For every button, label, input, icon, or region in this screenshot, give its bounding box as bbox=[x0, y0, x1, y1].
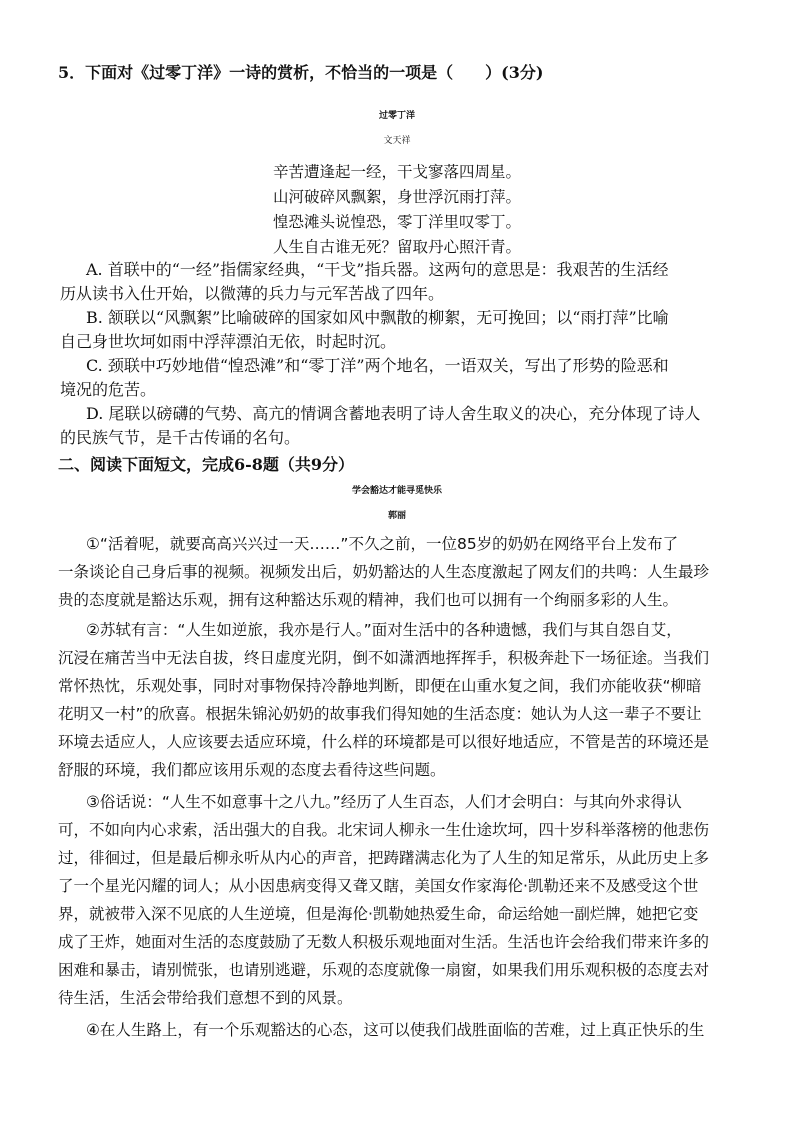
section-2-heading: 二、阅读下面短文，完成6-8题（共9分） bbox=[58, 455, 355, 474]
paragraph-1-line: 贵的态度就是豁达乐观，拥有这种豁达乐观的精神，我们也可以拥有一个绚丽多彩的人生。 bbox=[58, 591, 679, 609]
paragraph-2-line: 花明又一村”的欣喜。根据朱锦沁奶奶的故事我们得知她的生活态度：她认为人这一辈子不要让 bbox=[58, 705, 702, 723]
poem-line: 辛苦遭逢起一经，干戈寥落四周星。 bbox=[272, 163, 521, 181]
paragraph-3-line: 了一个星光闪耀的词人；从小因患病变得又聋又瞎，美国女作家海伦·凯勒还来不及感受这个世 bbox=[58, 877, 699, 895]
article-author: 郭丽 bbox=[387, 511, 406, 521]
option-d-line-1: D. 尾联以磅礴的气势、高亢的情调含蓄地表明了诗人舍生取义的决心，充分体现了诗人 bbox=[86, 404, 701, 423]
poem-line: 人生自古谁无死？留取丹心照汗青。 bbox=[272, 238, 521, 256]
poem-line: 惶恐滩头说惶恐，零丁洋里叹零丁。 bbox=[272, 213, 521, 231]
paragraph-3-line: ③俗话说：“人生不如意事十之八九。”经历了人生百态，人们才会明白：与其向外求得认 bbox=[86, 793, 682, 811]
paragraph-3-line: 成了王炸，她面对生活的态度鼓励了无数人积极乐观地面对生活。生活也许会给我们带来许多的 bbox=[58, 933, 710, 951]
paragraph-2-line: ②苏轼有言：“人生如逆旅，我亦是行人。”面对生活中的各种遗憾，我们与其自怨自艾， bbox=[86, 621, 682, 639]
option-d-line-2: 的民族气节，是千古传诵的名句。 bbox=[60, 428, 301, 447]
paragraph-1-line: 一条谈论自己身后事的视频。视频发出后，奶奶豁达的人生态度激起了网友们的共鸣：人生最珍 bbox=[58, 563, 710, 581]
option-b-line-2: 自己身世坎坷如雨中浮萍漂泊无依，时起时沉。 bbox=[60, 332, 397, 351]
poem-title: 过零丁洋 bbox=[378, 111, 415, 121]
option-c-line-1: C. 颈联中巧妙地借“惶恐滩”和“零丁洋”两个地名，一语双关，写出了形势的险恶和 bbox=[86, 356, 669, 375]
paragraph-2-line: 舒服的环境，我们都应该用乐观的态度去看待这些问题。 bbox=[58, 761, 446, 779]
paragraph-3-line: 过，徘徊过，但是最后柳永听从内心的声音，把踌躇满志化为了人生的知足常乐，从此历史上多 bbox=[58, 849, 710, 867]
paragraph-3-line: 待生活，生活会带给我们意想不到的风景。 bbox=[58, 989, 353, 1007]
article-title: 学会豁达才能寻觅快乐 bbox=[351, 486, 442, 496]
poem-line: 山河破碎风飘絮，身世浮沉雨打萍。 bbox=[272, 188, 521, 206]
paragraph-1-line: ①“活着呢，就要高高兴兴过一天……”不久之前，一位85岁的奶奶在网络平台上发布了 bbox=[86, 535, 679, 553]
paragraph-2-line: 环境去适应人，人应该要去适应环境，什么样的环境都是可以很好地适应，不管是苦的环境还是 bbox=[58, 733, 710, 751]
option-a-line-2: 历从读书入仕开始，以微薄的兵力与元军苦战了四年。 bbox=[60, 284, 445, 303]
paragraph-3-line: 困难和暴击，请别慌张，也请别逃避，乐观的态度就像一扇窗，如果我们用乐观积极的态度去对 bbox=[58, 961, 710, 979]
option-a-line-1: A. 首联中的“一经”指儒家经典，“干戈”指兵器。这两句的意思是：我艰苦的生活经 bbox=[86, 260, 669, 279]
poem-author: 文天祥 bbox=[383, 136, 411, 146]
paragraph-3-line: 界，就被带入深不见底的人生逆境，但是海伦·凯勒她热爱生命，命运给她一副烂牌，她把它变 bbox=[58, 905, 699, 923]
paragraph-2-line: 常怀热忱，乐观处事，同时对事物保持冷静地判断，即便在山重水复之间，我们亦能收获“柳暗 bbox=[58, 677, 702, 695]
question-5-stem: 5．下面对《过零丁洋》一诗的赏析，不恰当的一项是（ ）(3分) bbox=[58, 63, 544, 82]
option-c-line-2: 境况的危苦。 bbox=[60, 380, 157, 399]
paragraph-2-line: 沉浸在痛苦当中无法自拔，终日虚度光阴，倒不如潇洒地挥挥手，积极奔赴下一场征途。当我们 bbox=[58, 649, 710, 667]
paragraph-3-line: 可，不如向内心求索，活出强大的自我。北宋词人柳永一生仕途坎坷，四十岁科举落榜的他悲伤 bbox=[58, 821, 710, 839]
paragraph-4-line: ④在人生路上，有一个乐观豁达的心态，这可以使我们战胜面临的苦难，过上真正快乐的生 bbox=[86, 1021, 705, 1039]
option-b-line-1: B. 颔联以“风飘絮”比喻破碎的国家如风中飘散的柳絮，无可挽回；以“雨打萍”比喻 bbox=[86, 308, 669, 327]
